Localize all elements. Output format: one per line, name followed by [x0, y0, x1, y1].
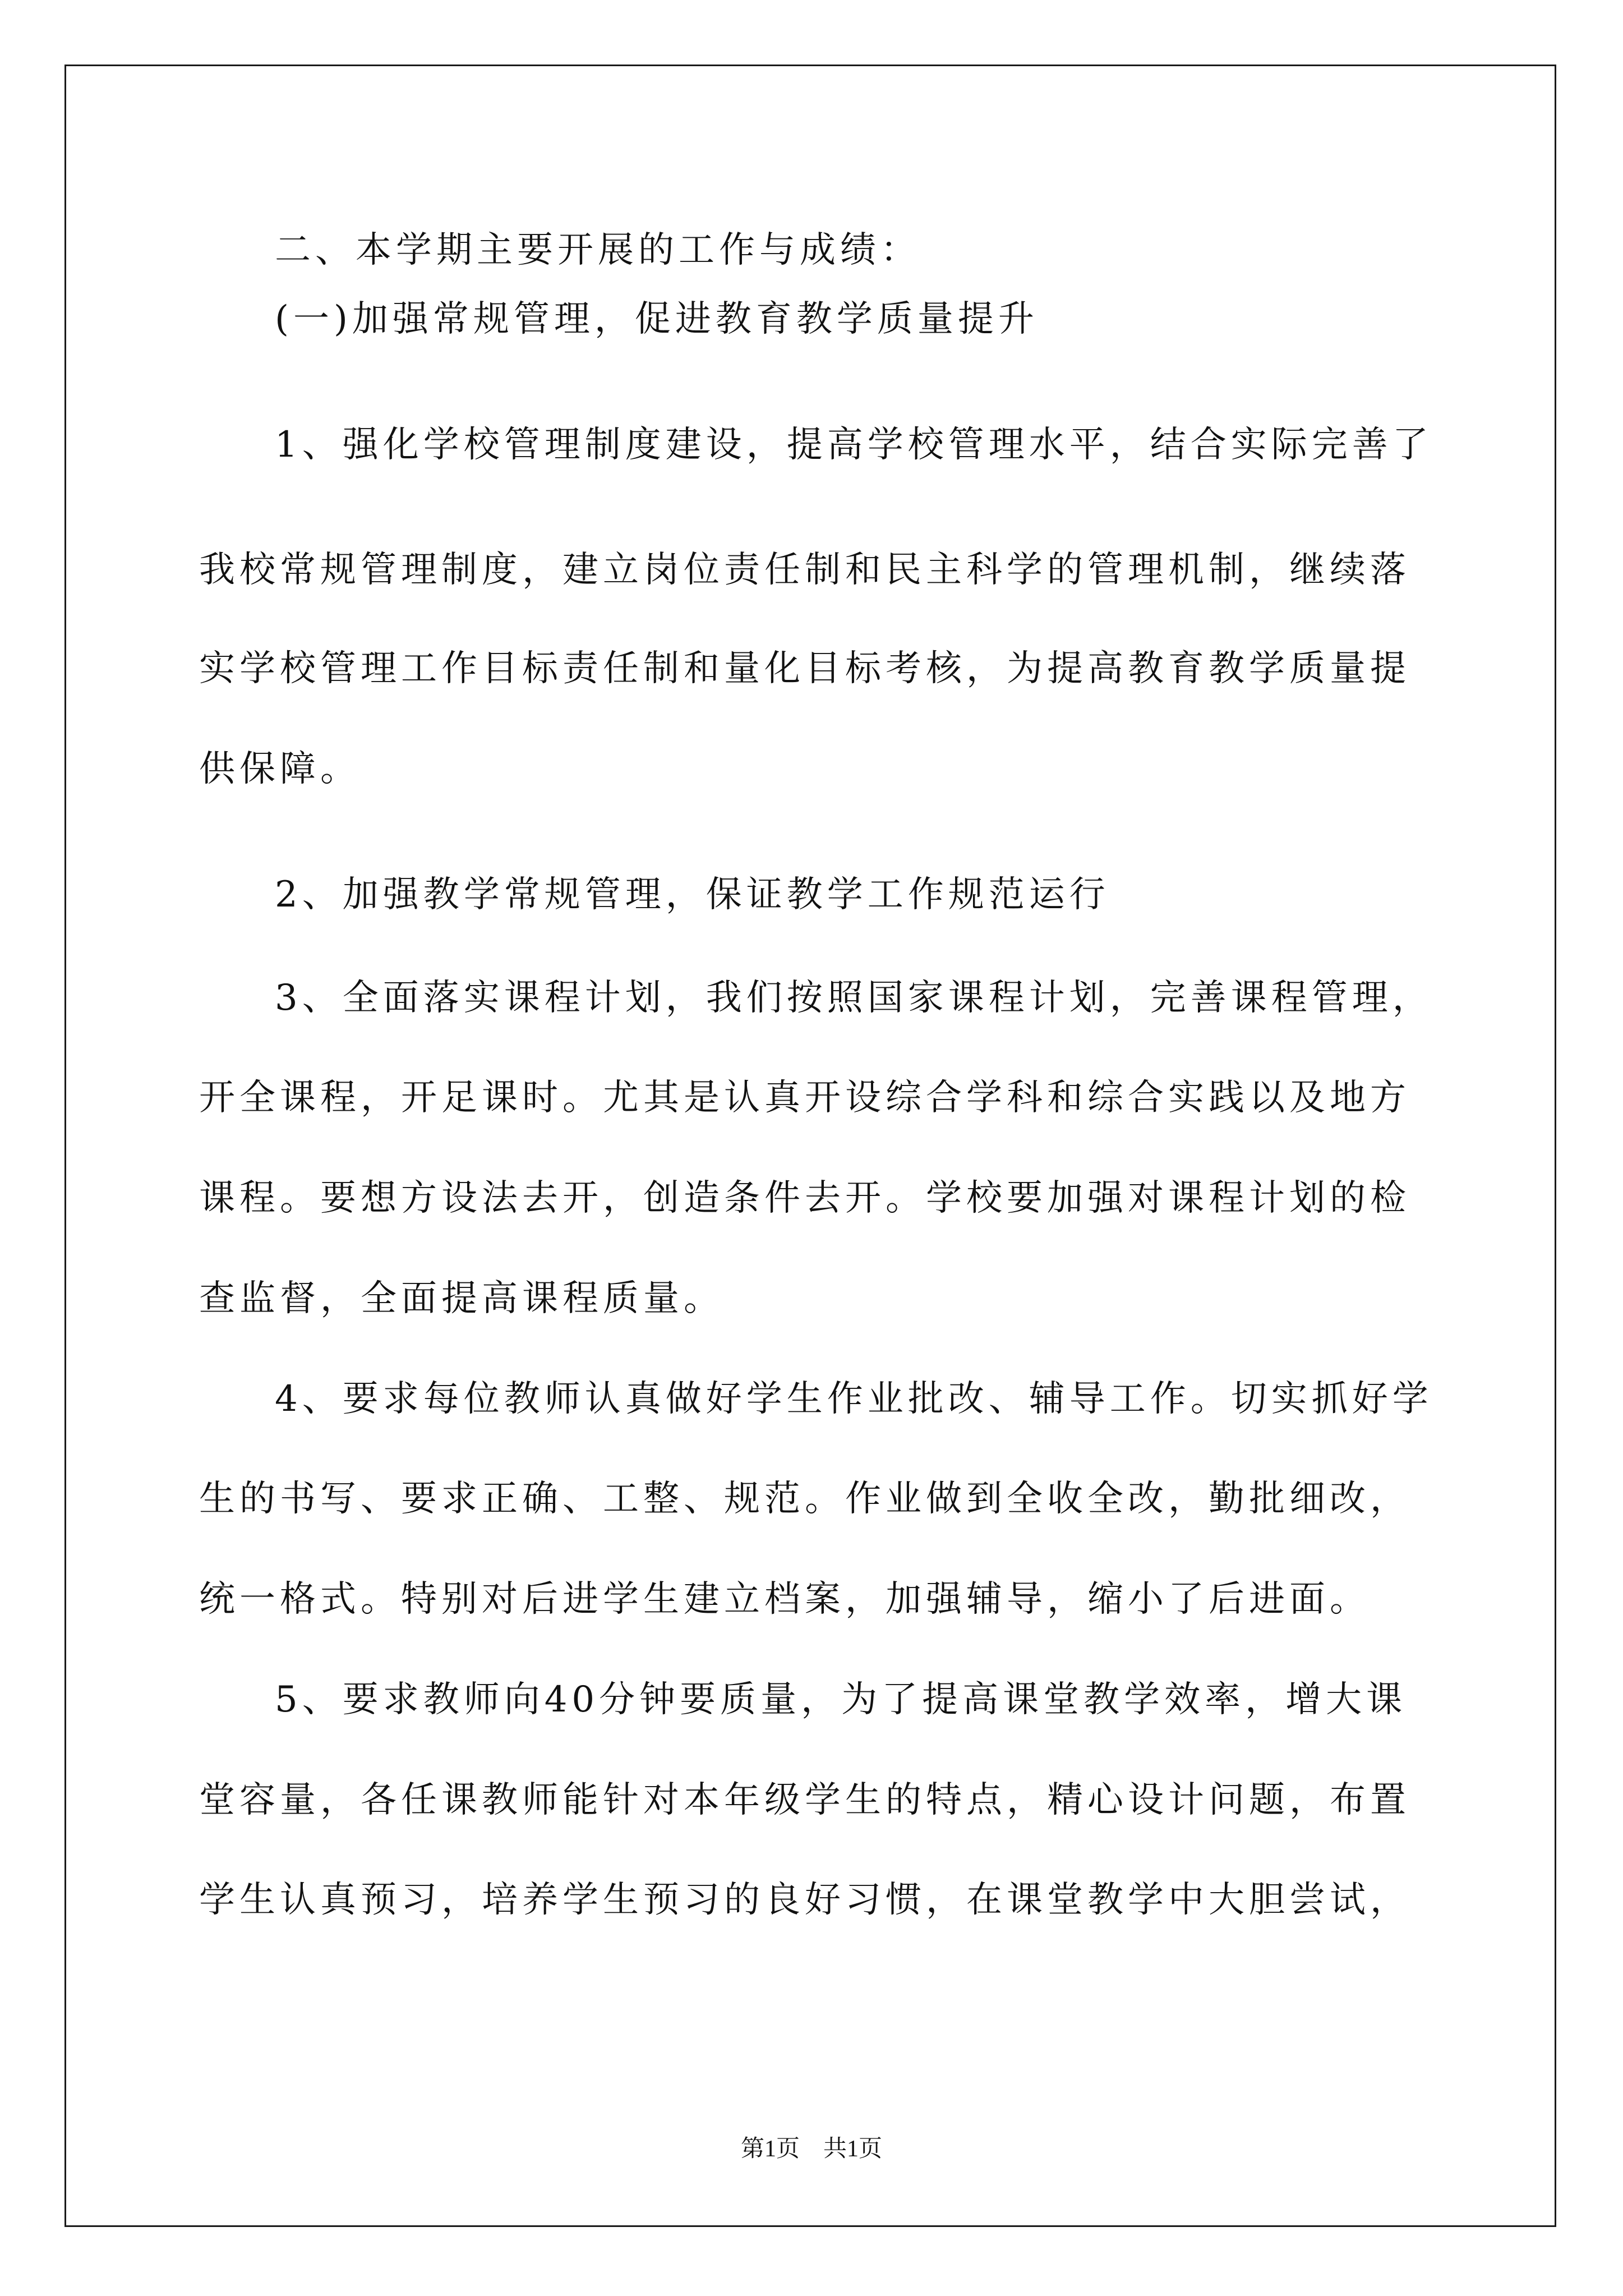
paragraph-line: 3、全面落实课程计划，我们按照国家课程计划，完善课程管理， — [275, 977, 1433, 1019]
paragraph-line: 4、要求每位教师认真做好学生作业批改、辅导工作。切实抓好学 — [275, 1378, 1433, 1420]
page-number-footer: 第1页 共1页 — [740, 2136, 882, 2162]
paragraph-line: 学生认真预习，培养学生预习的良好习惯，在课堂教学中大胆尝试， — [199, 1879, 1410, 1921]
paragraph-line: 5、要求教师向40分钟要质量，为了提高课堂教学效率，增大课 — [275, 1679, 1407, 1720]
paragraph-line: 查监督，全面提高课程质量。 — [199, 1278, 724, 1319]
paragraph-line: 生的书写、要求正确、工整、规范。作业做到全收全改，勤批细改， — [199, 1478, 1410, 1520]
paragraph-line: 供保障。 — [199, 748, 361, 790]
paragraph-line: 课程。要想方设法去开，创造条件去开。学校要加强对课程计划的检 — [199, 1177, 1410, 1219]
section-heading: 二、本学期主要开展的工作与成绩： — [275, 229, 921, 271]
subsection-heading: (一)加强常规管理，促进教育教学质量提升 — [275, 298, 1039, 340]
paragraph-line: 实学校管理工作目标责任制和量化目标考核，为提高教育教学质量提 — [199, 648, 1410, 689]
paragraph-line: 堂容量，各任课教师能针对本年级学生的特点，精心设计问题，布置 — [199, 1779, 1410, 1821]
paragraph-line: 我校常规管理制度，建立岗位责任制和民主科学的管理机制，继续落 — [199, 549, 1410, 591]
paragraph-line: 2、加强教学常规管理，保证教学工作规范运行 — [275, 874, 1110, 915]
paragraph-line: 统一格式。特别对后进学生建立档案，加强辅导，缩小了后进面。 — [199, 1579, 1370, 1620]
paragraph-line: 开全课程，开足课时。尤其是认真开设综合学科和综合实践以及地方 — [199, 1077, 1410, 1119]
paragraph-line: 1、强化学校管理制度建设，提高学校管理水平，结合实际完善了 — [275, 424, 1433, 466]
